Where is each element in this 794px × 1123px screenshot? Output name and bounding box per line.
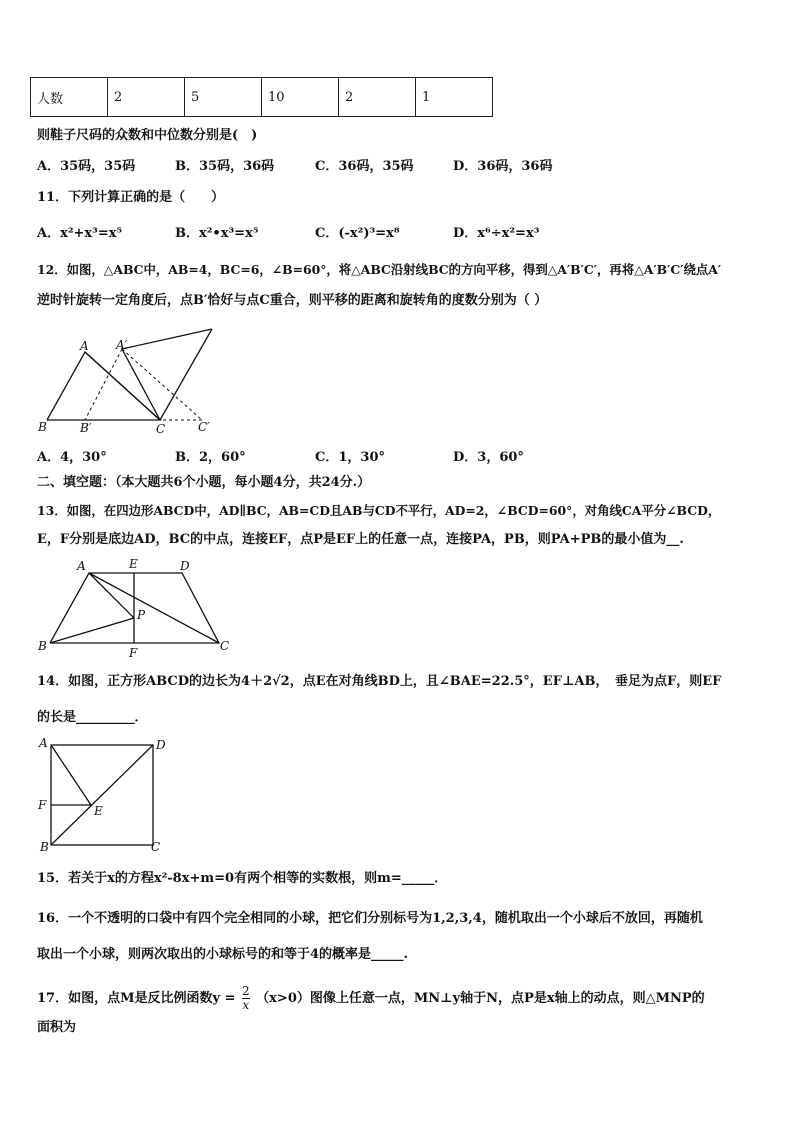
label-b: B — [38, 420, 47, 434]
q10-option-a: A．35码，35码 — [37, 159, 136, 174]
q17-frac-num: 2 — [242, 984, 250, 998]
q14-figure — [34, 734, 174, 856]
triangle-abc — [47, 352, 160, 420]
q17-line2: 面积为 — [37, 1020, 77, 1035]
label-a: A — [77, 559, 86, 573]
table-cell: 10 — [262, 78, 339, 117]
q11-option-c: C．(-x²)³=x⁸ — [315, 226, 400, 241]
q17-fraction — [242, 985, 250, 1012]
label-f: F — [129, 646, 138, 660]
q10-option-d: D．36码，36码 — [453, 159, 553, 174]
label-d: D — [180, 559, 190, 573]
q12-option-b: B．2，60° — [175, 450, 246, 465]
q10-option-c: C．36码，35码 — [315, 159, 414, 174]
table-cell: 1 — [416, 78, 493, 117]
label-a: A — [39, 736, 48, 750]
label-c: C — [220, 639, 230, 653]
q13-line2: E，F分别是底边AD，BC的中点，连接EF，点P是EF上的任意一点，连接PA，PB，则PA+PB的最小值为__. — [37, 532, 684, 547]
q17-frac-den: x — [242, 998, 250, 1012]
table-header-cell: 人数 — [31, 78, 108, 117]
q13-figure — [32, 556, 237, 660]
label-p: P — [137, 608, 146, 622]
label-a-prime: A′ — [116, 338, 128, 352]
label-b: B — [38, 639, 47, 653]
label-a: A — [80, 339, 89, 353]
q12-option-a: A．4，30° — [37, 450, 107, 465]
section-heading: 二、填空题：（本大题共6个小题，每小题4分，共24分.） — [37, 475, 371, 490]
q13-line1: 13．如图，在四边形ABCD中，AD∥BC，AB=CD且AB与CD不平行，AD=2，∠BCD=60°，对角线CA平分∠BCD， — [37, 503, 721, 518]
q12-figure — [30, 325, 230, 440]
q15-text: 15．若关于x的方程x²-8x+m=0有两个相等的实数根，则m=_____． — [37, 871, 448, 886]
q12-line2: 逆时针旋转一定角度后，点B′恰好与点C重合，则平移的距离和旋转角的度数分别为（ ） — [37, 293, 548, 308]
q11-stem: 11．下列计算正确的是（ ） — [37, 190, 225, 205]
q10-stem: 则鞋子尺码的众数和中位数分别是( ) — [37, 128, 258, 143]
table-row — [31, 78, 493, 117]
q12-option-d: D．3，60° — [453, 450, 524, 465]
label-d: D — [156, 738, 166, 752]
label-f: F — [38, 798, 47, 812]
q12-option-c: C．1，30° — [315, 450, 385, 465]
q17-line1 — [37, 985, 705, 1012]
q16-line1: 16．一个不透明的口袋中有四个完全相同的小球，把它们分别标号为1,2,3,4，随机取出一个小球后不放回，再随机 — [37, 911, 703, 926]
q11-option-b: B．x²•x³=x⁵ — [175, 226, 259, 241]
label-c: C — [151, 840, 161, 854]
label-e: E — [94, 804, 103, 818]
q11-option-d: D．x⁶÷x²=x³ — [453, 226, 540, 241]
label-c: C — [156, 422, 166, 436]
q12-line1: 12．如图，△ABC中，AB=4，BC=6，∠B=60°，将△ABC沿射线BC的方向平移，得到△A′B′C′，再将△A′B′C′绕点A′ — [37, 262, 722, 277]
table-cell: 2 — [339, 78, 416, 117]
label-e: E — [129, 557, 138, 571]
label-b-prime: B′ — [80, 421, 92, 435]
label-b: B — [40, 840, 49, 854]
table-cell: 2 — [108, 78, 185, 117]
q10-option-b: B．35码，36码 — [175, 159, 275, 174]
table-cell: 5 — [185, 78, 262, 117]
q11-option-a: A．x²+x³=x⁵ — [37, 226, 123, 241]
q14-line1: 14．如图，正方形ABCD的边长为4＋2√2，点E在对角线BD上，且∠BAE=22.5°，EF⊥AB， 垂足为点F，则EF — [37, 674, 722, 689]
q17-text-a: 17．如图，点M是反比例函数y = — [37, 991, 236, 1006]
shoe-size-table — [30, 77, 493, 117]
q16-line2: 取出一个小球，则两次取出的小球标号的和等于4的概率是_____. — [37, 947, 409, 962]
label-c-prime: C′ — [198, 420, 210, 434]
q17-text-b: （x>0）图像上任意一点，MN⊥y轴于N，点P是x轴上的动点，则△MNP的 — [256, 991, 705, 1006]
q14-line2: 的长是_________． — [37, 710, 148, 725]
